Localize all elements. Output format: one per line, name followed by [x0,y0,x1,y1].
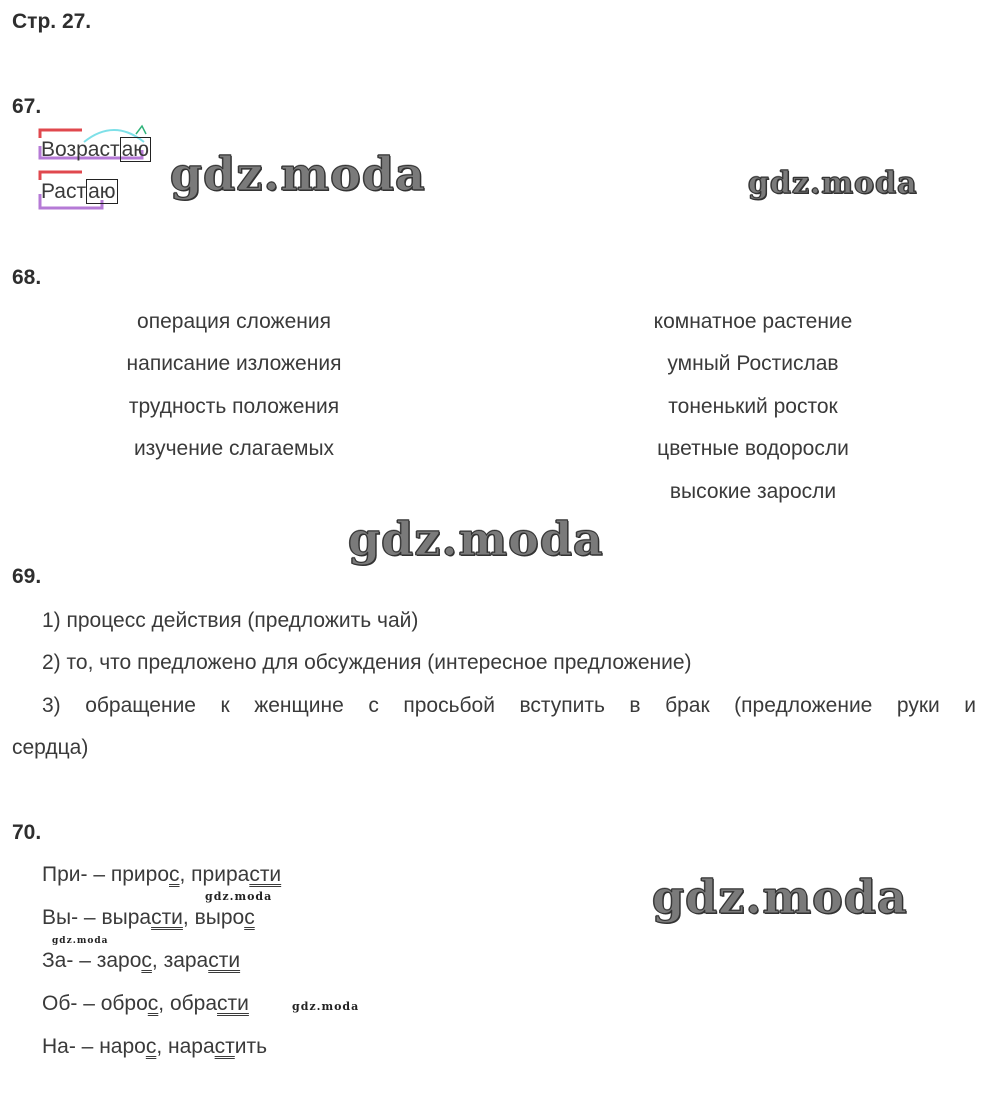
watermark-4: gdz.moda [652,870,908,924]
prefix: При- – [42,863,111,886]
prefix: На- – [42,1035,100,1058]
exercise-67-number: 67. [12,95,42,118]
watermark-tiny-3: gdz.moda [292,1000,360,1013]
prefix: Вы- – [42,906,102,929]
ex68-right-4: цветные водоросли [657,437,849,460]
ex70-row-5 [42,1035,267,1059]
exercise-70-number: 70. [12,821,42,844]
word-part: заро [96,949,142,972]
ex68-right-2: умный Ростислав [667,352,839,375]
prefix: Воз [41,138,77,161]
ex68-right-1: комнатное растение [653,310,853,333]
ex69-item-2: 2) то, что предложено для обсуждения (интересное предложение) [42,651,692,674]
page-label: Стр. 27. [12,10,92,33]
prefix-mark-2 [40,172,82,180]
ex67-word-1 [41,138,151,162]
word-part: прира [191,863,250,886]
ending: аю [88,180,116,203]
exercise-68-number: 68. [12,266,42,289]
word-part: наро [99,1035,146,1058]
underlined-letters: с [244,906,255,929]
ex70-row-4 [42,992,249,1016]
ex68-left-1: операция сложения [137,310,331,333]
prefix: За- – [42,949,97,972]
separator: , [179,863,192,886]
underlined-letters: с [141,949,152,972]
ex69-item-1: 1) процесс действия (предложить чай) [42,609,419,632]
ex68-left-3: трудность положения [128,395,340,418]
underlined-letters: сти [208,949,241,972]
root: Раст [41,180,87,203]
underlined-letters: с [145,1035,157,1058]
word-part: выро [194,906,245,929]
watermark-tiny-2: gdz.moda [52,936,109,946]
separator: , [151,949,164,972]
watermark-1: gdz.moda [170,147,426,201]
word-part: ить [234,1035,268,1058]
underlined-letters: ст [214,1035,235,1058]
word-part: обро [100,992,148,1015]
ex70-row-2 [42,906,255,930]
prefix-mark-1 [40,130,82,138]
underlined-letters: с [169,863,180,886]
ex67-word-2 [41,180,118,204]
word-part: приро [110,863,169,886]
ex69-item-3-line-1: 3) обращение к женщине с просьбой вступить в брак (предложение руки и [42,694,976,717]
ex70-row-3 [42,949,240,973]
prefix: Об- – [42,992,101,1015]
ex70-row-1 [42,863,281,887]
underlined-letters: сти [217,992,249,1015]
word-part: нара [168,1035,215,1058]
separator: , [156,1035,168,1058]
exercise-69-number: 69. [12,565,42,588]
ex68-right-5: высокие заросли [669,480,837,503]
underlined-letters: сти [151,906,183,929]
watermark-tiny-1: gdz.moda [205,890,273,903]
ex68-left-2: написание изложения [126,352,342,375]
root: раст [76,138,120,161]
word-part: зара [163,949,209,972]
ex69-item-3-line-2: сердца) [12,736,89,759]
separator: , [158,992,170,1015]
word-part: выра [101,906,152,929]
underlined-letters: с [147,992,159,1015]
underlined-letters: сти [249,863,282,886]
watermark-2: gdz.moda [748,166,918,201]
word-part: обра [169,992,218,1015]
ex68-right-3: тоненький росток [668,395,838,418]
watermark-3: gdz.moda [348,512,604,566]
ending: аю [121,138,150,161]
suffix-mark-1 [136,126,146,134]
ex68-left-4: изучение слагаемых [133,437,335,460]
separator: , [182,906,195,929]
